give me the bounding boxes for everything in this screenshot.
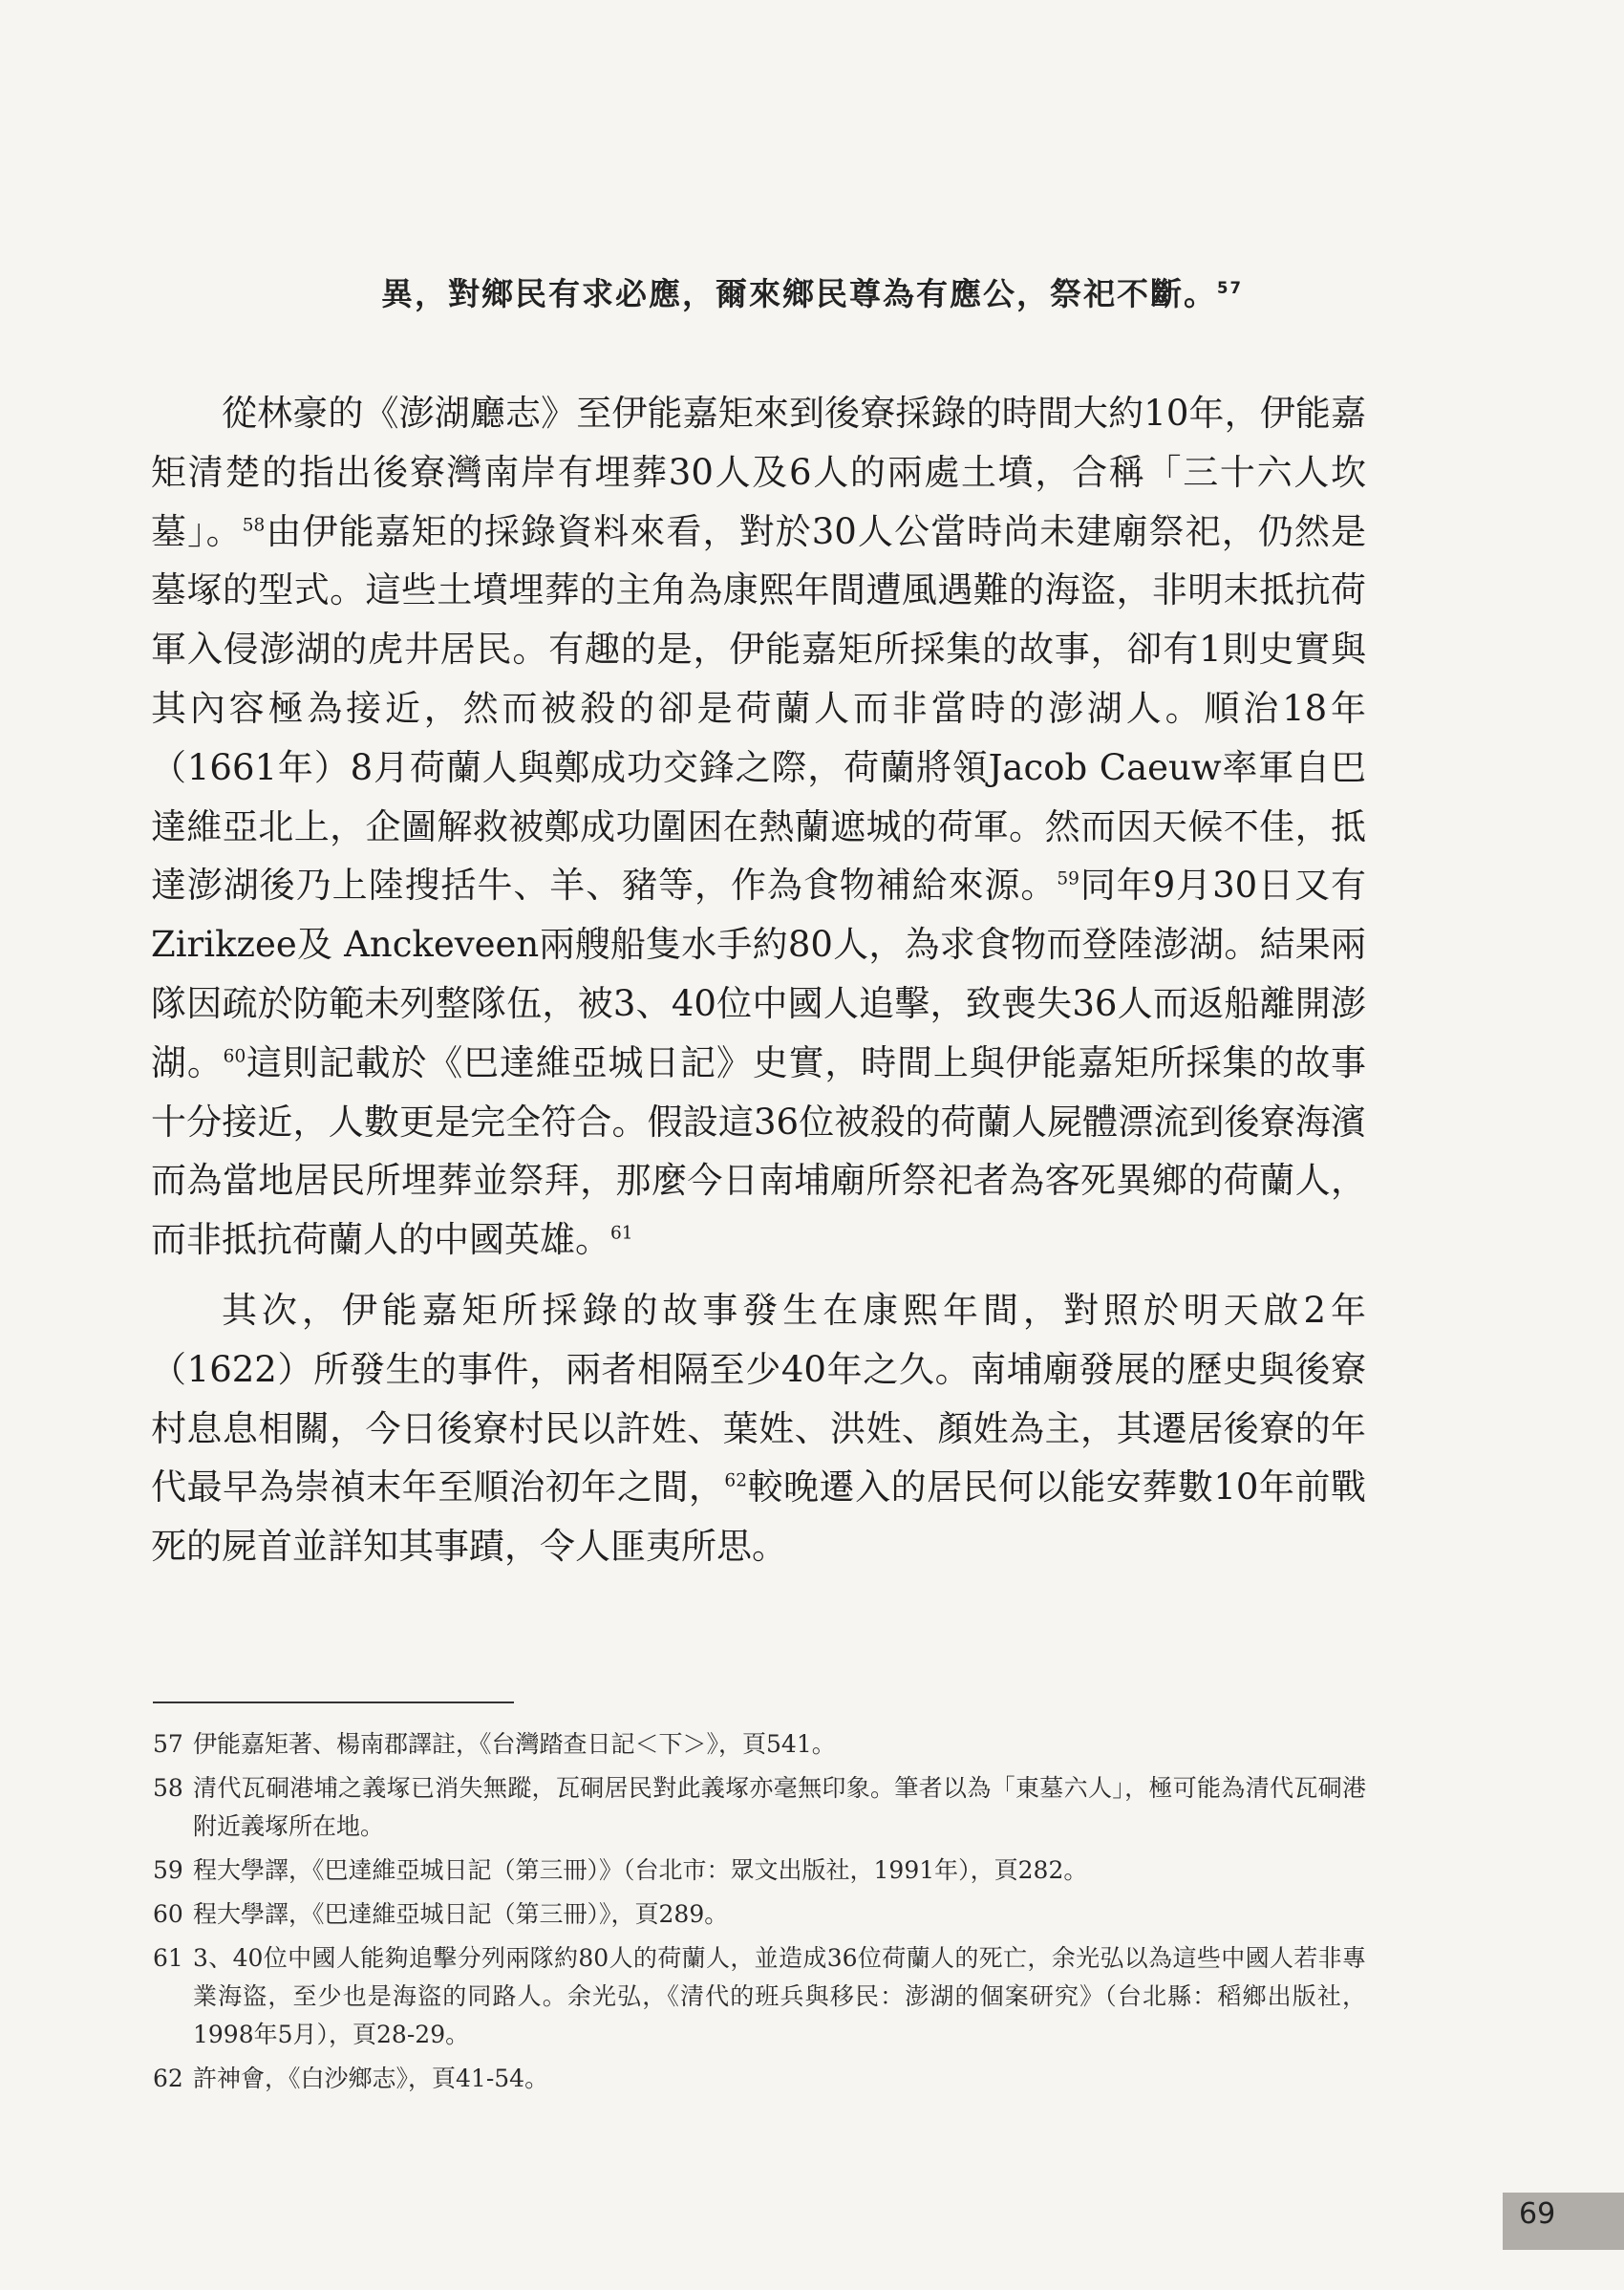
- footnote-item: [153, 1725, 1366, 1764]
- footnote-ref: 62: [724, 1471, 747, 1492]
- footnote-item: [153, 1939, 1366, 2054]
- footnote-number: 60: [153, 1900, 183, 1928]
- footnote-ref: 60: [223, 1046, 246, 1067]
- footnote-number: 59: [153, 1856, 183, 1884]
- paragraph-text: 較晚遷入的居民何以能安葬數10年前戰死的屍首並詳知其事蹟，令人匪夷所思。: [151, 1466, 1366, 1568]
- footnote-text: 伊能嘉矩著、楊南郡譯註，《台灣踏查日記＜下＞》，頁541。: [193, 1730, 836, 1758]
- footnote-text: 許神會，《白沙鄉志》，頁41-54。: [193, 2065, 549, 2092]
- body-paragraph: [151, 1281, 1366, 1576]
- footnote-text: 清代瓦硐港埔之義塚已消失無蹤，瓦硐居民對此義塚亦毫無印象。筆者以為「東墓六人」，極可能為清代瓦硐港附近義塚所在地。: [193, 1774, 1366, 1840]
- footnote-text: 程大學譯，《巴達維亞城日記（第三冊）》，頁289。: [193, 1900, 729, 1928]
- paragraph-text: 從林豪的《澎湖廳志》至伊能嘉矩來到後寮採錄的時間大約10年，伊能嘉矩清楚的指出後寮灣南岸有埋葬30人及6人的兩處土墳，合稱「三十六人坎墓」。: [151, 393, 1366, 552]
- paragraph-text: 其次，伊能嘉矩所採錄的故事發生在康熙年間，對照於明天啟2年（1622）所發生的事件，兩者相隔至少40年之久。南埔廟發展的歷史與後寮村息息相關，今日後寮村民以許姓、葉姓、洪姓、顏姓為主，其遷居後寮的年代最早為崇禎末年至順治初年之間，: [151, 1289, 1366, 1509]
- footnote-item: [153, 1851, 1366, 1890]
- body-paragraph: [151, 384, 1366, 1270]
- body-text: [151, 384, 1366, 1576]
- footnotes: [153, 1725, 1366, 2104]
- footnote-ref: 57: [1217, 279, 1243, 297]
- paragraph-text: 同年9月30日又有Zirikzee及 Anckeveen兩艘船隻水手約80人，為求食物而登陸澎湖。結果兩隊因疏於防範未列整隊伍，被3、40位中國人追擊，致喪失36人而返船離開澎湖。: [151, 865, 1367, 1083]
- footnote-text: 3、40位中國人能夠追擊分列兩隊約80人的荷蘭人，並造成36位荷蘭人的死亡，余光弘以為這些中國人若非專業海盜，至少也是海盜的同路人。余光弘，《清代的班兵與移民：澎湖的個案研究》（台北縣：稻鄉出版社，1998年5月），頁28-29。: [193, 1944, 1366, 2048]
- quoted-passage-text: 異，對鄉民有求必應，爾來鄉民尊為有應公，祭祀不斷。: [381, 275, 1218, 312]
- footnote-item: [153, 2060, 1366, 2098]
- page-number: 69: [1519, 2197, 1556, 2231]
- footnote-number: 58: [153, 1774, 183, 1802]
- paragraph-text: 由伊能嘉矩的採錄資料來看，對於30人公當時尚未建廟祭祀，仍然是墓塚的型式。這些土墳埋葬的主角為康熙年間遭風遇難的海盜，非明末抵抗荷軍入侵澎湖的虎井居民。有趣的是，伊能嘉矩所採集的故事，卻有1則史實與其內容極為接近，然而被殺的卻是荷蘭人而非當時的澎湖人。順治18年（1661年）8月荷蘭人與鄭成功交鋒之際，荷蘭將領Jacob Caeuw率軍自巴達維亞北上，企圖解救被鄭成功圍困在熱蘭遮城的荷軍。然而因天候不佳，抵達澎湖後乃上陸搜括牛、羊、豬等，作為食物補給來源。: [151, 510, 1366, 907]
- footnote-number: 57: [153, 1730, 183, 1758]
- footnote-ref: 61: [610, 1223, 633, 1244]
- paragraph-text: 這則記載於《巴達維亞城日記》史實，時間上與伊能嘉矩所採集的故事十分接近，人數更是完全符合。假設這36位被殺的荷蘭人屍體漂流到後寮海濱而為當地居民所埋葬並祭拜，那麼今日南埔廟所祭祀者為客死異鄉的荷蘭人，而非抵抗荷蘭人的中國英雄。: [151, 1041, 1367, 1261]
- footnote-ref: 58: [242, 515, 266, 536]
- footnote-item: [153, 1769, 1366, 1846]
- footnote-number: 62: [153, 2065, 183, 2092]
- quoted-passage: [143, 269, 1481, 314]
- footnote-ref: 59: [1057, 869, 1079, 890]
- footnote-text: 程大學譯，《巴達維亞城日記（第三冊）》（台北市：眾文出版社，1991年），頁282。: [193, 1856, 1088, 1884]
- footnote-number: 61: [153, 1944, 183, 1972]
- footnote-divider: [153, 1701, 514, 1703]
- footnote-item: [153, 1895, 1366, 1934]
